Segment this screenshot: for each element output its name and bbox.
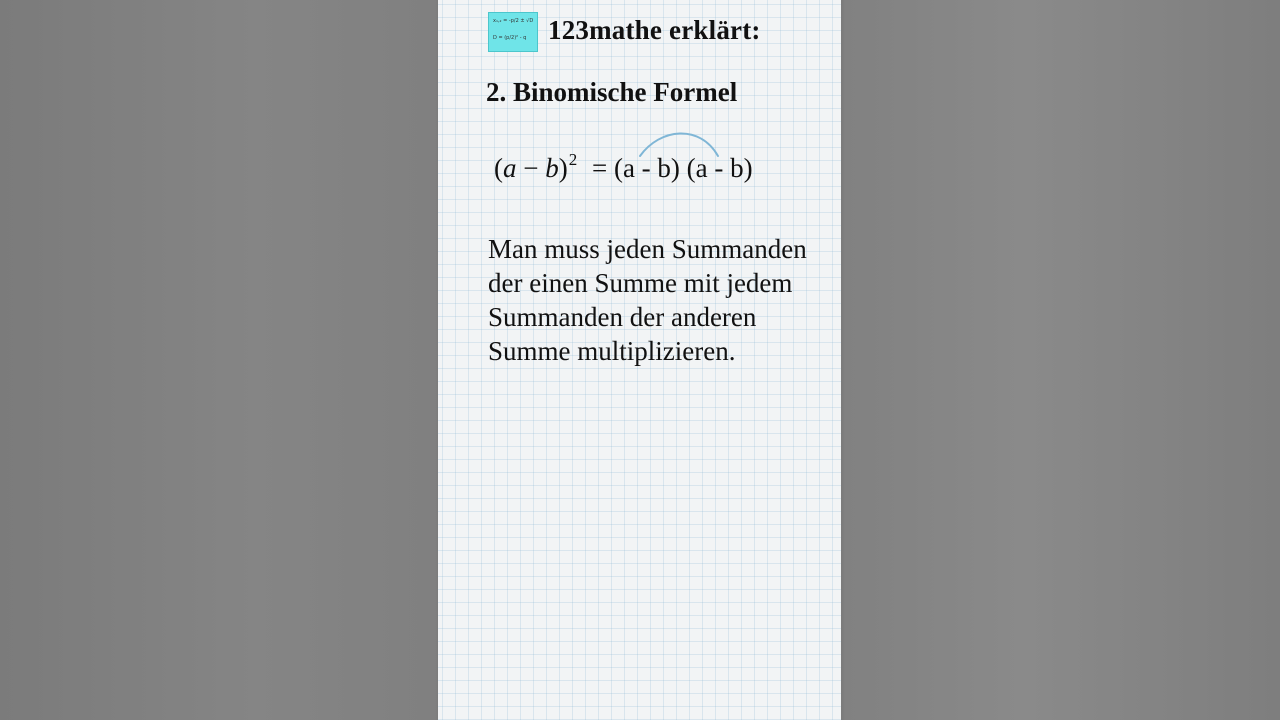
logo-formula-line: x₁,₂ = -p/2 ± √D xyxy=(493,18,534,24)
explanation-line: Summanden der anderen xyxy=(488,302,757,332)
formula-variable-a: a xyxy=(503,153,517,183)
formula-variable-b: b xyxy=(545,153,559,183)
explanation-text xyxy=(488,232,841,368)
formula-minus: − xyxy=(516,153,546,183)
formula-open-paren: ( xyxy=(494,153,503,183)
formula-exponent: 2 xyxy=(568,150,578,169)
formula-left-side xyxy=(494,150,578,183)
math-notebook-page xyxy=(438,0,841,720)
formula-close-paren: ) xyxy=(558,153,568,183)
logo-formula-line: D = (p/2)² - q xyxy=(493,35,527,41)
explanation-line: Summe multiplizieren. xyxy=(488,336,736,366)
binomial-formula xyxy=(494,150,753,184)
123mathe-logo xyxy=(488,12,538,52)
formula-right-side: = (a - b) (a - b) xyxy=(591,153,753,183)
explanation-line: Man muss jeden Summanden xyxy=(488,234,807,264)
brand-title: 123mathe erklärt: xyxy=(548,15,761,45)
lesson-heading: 2. Binomische Formel xyxy=(486,77,738,107)
explanation-line: der einen Summe mit jedem xyxy=(488,268,793,298)
